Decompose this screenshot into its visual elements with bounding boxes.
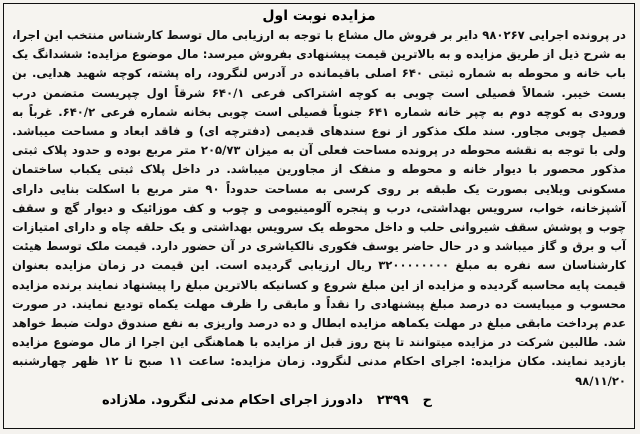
notice-footer xyxy=(12,391,626,411)
notice-signature: دادورز اجرای احکام مدنی لنگرود. ملازاده xyxy=(102,392,363,408)
notice-code-number: ۲۳۹۹ xyxy=(376,392,409,408)
notice-body: در پرونده اجرایی ۹۸۰۲۶۷ دایر بر فروش مال مشاع با توجه به ارزیابی مال توسط کارشناس منتخب این اجرا، به شرح ذیل از طریق مزایده و به بالاترین قیمت پیشنهادی بفروش میرسد: مال موضوع مزایده: ششدانگ یک باب خانه و محوطه به شماره ثبتی ۶۴۰ اصلی باقیمانده در آدرس لنگرود، راه پشته، کوچه شهید هدایی. بن بست خیبر. شمالاً فصیلی است چوبی به کوچه اشتراکی فرعی ۶۴۰/۱ شرقاً اول چپریست متضمن درب ورودی به کوچه دوم به چپر خانه شماره ۶۴۱ جنوباً فصیلی است چوبی بخانه شماره فرعی ۶۴۰/۲. غرباً به فصیل چوبی مجاور. سند ملک مذکور از نوع سندهای قدیمی (دفترچه ای) و فاقد ابعاد و مساحت میباشد. ولی با توجه به نقشه محوطه در پرونده مساحت فعلی آن به میزان ۲۰۵/۷۳ متر مربع بوده و حدود پلاک ثبتی مذکور محصور با دیوار خانه و محوطه و منفک از مجاورین میباشد. در داخل پلاک ثبتی یکباب ساختمان مسکونی ویلایی بصورت یک طبقه بر روی کرسی به مساحت حدوداً ۹۰ متر مربع با اسکلت بنایی دارای آشپزخانه، خواب، سرویس بهداشتی، درب و پنجره آلومینیومی و چوب و کف موزائیک و دیوار گچ و سقف چوب و پوشش سقف شیروانی حلب و داخل محوطه یک سرویس بهداشتی و یک حلقه چاه و دارای امتیازات آب و برق و گاز میباشد و در حال حاضر یوسف فکوری نالکیاشری در آن حضور دارد. قیمت ملک توسط هیئت کارشناسان سه نفره به مبلغ ۳۲۰۰۰۰۰۰۰۰ ریال ارزیابی گردیده است. این قیمت در زمان مزایده بعنوان قیمت پایه محاسبه گردیده و مزایده از این مبلغ شروع و کسانیکه بالاترین مبلغ را پیشنهاد نمایند برنده مزایده محسوب و میبایست ده درصد مبلغ پیشنهادی را نقداً و مابقی را ظرف مهلت یکماه تودیع نمایند. در صورت عدم پرداخت مابقی مبلغ در مهلت یکماهه مزایده ابطال و ده درصد واریزی به نفع صندوق دولت ضبط خواهد شد. طالبین شرکت در مزایده میتوانند تا پنج روز قبل از مزایده با هماهنگی این اجرا از مال موضوع مزایده بازدید نمایند. مکان مزایده: اجرای احکام مدنی لنگرود. زمان مزایده: ساعت ۱۱ صبح تا ۱۲ ظهر چهارشنبه ۹۸/۱۱/۲۰ xyxy=(12,28,627,388)
notice-code-prefix: ح xyxy=(422,392,433,408)
auction-notice xyxy=(3,3,635,429)
notice-title: مزایده نوبت اول xyxy=(262,8,376,24)
